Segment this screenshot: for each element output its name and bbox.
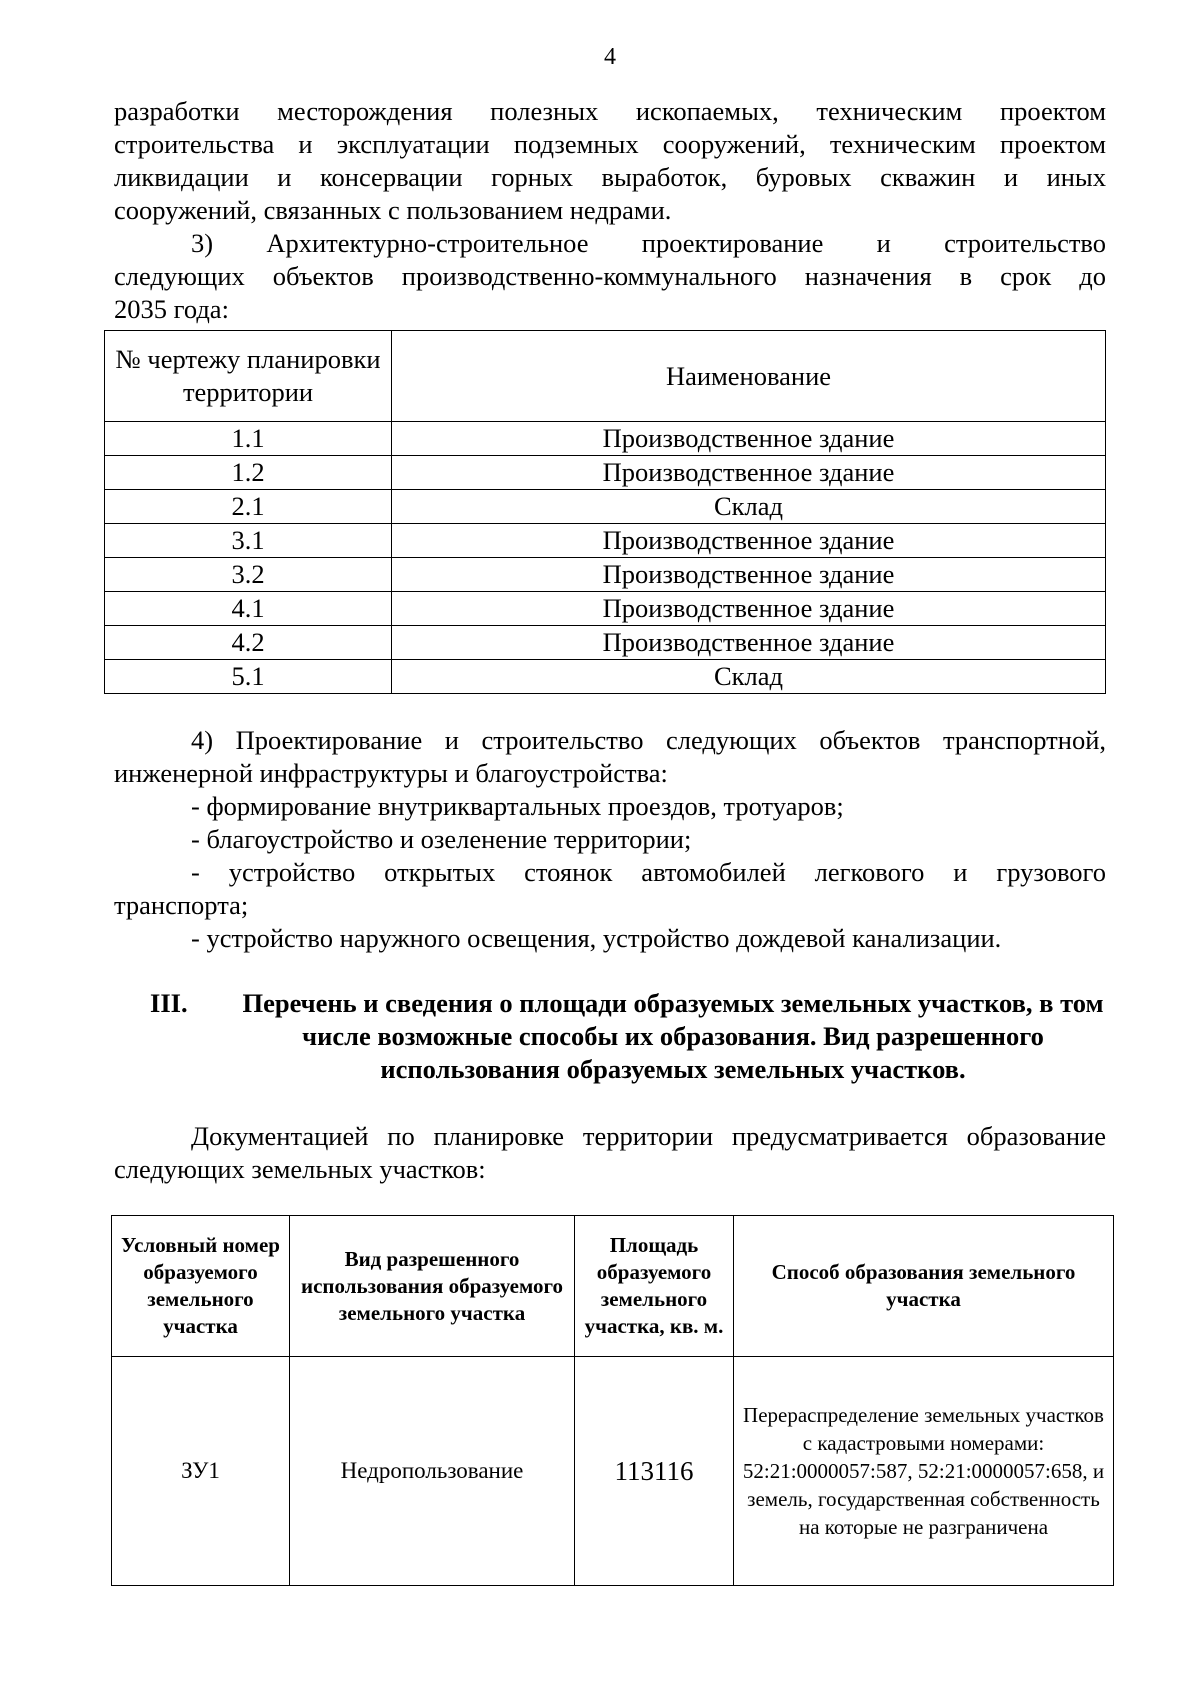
- row-number: 3.2: [105, 558, 392, 592]
- header-name: Наименование: [392, 331, 1106, 422]
- bullet-item: - благоустройство и озеленение территории;: [191, 824, 692, 854]
- header-permitted-use: Вид разрешенного использования образуемого земельного участка: [290, 1216, 575, 1357]
- row-number: 5.1: [105, 660, 392, 694]
- row-number: 3.1: [105, 524, 392, 558]
- table-row: [112, 1357, 1114, 1586]
- item4-line: инженерной инфраструктуры и благоустройства:: [114, 758, 668, 788]
- row-number: 4.2: [105, 626, 392, 660]
- section-title: Перечень и сведения о площади образуемых земельных участков, в том числе возможные способы их образования. Вид разрешенного использования образуемых земельных участков.: [242, 988, 1104, 1084]
- table-header-row: [112, 1216, 1114, 1357]
- header-number: № чертежу планировки территории: [105, 331, 392, 422]
- row-name: Производственное здание: [392, 626, 1106, 660]
- objects-table: [104, 330, 1106, 694]
- row-name: Склад: [392, 660, 1106, 694]
- row-name: Производственное здание: [392, 592, 1106, 626]
- plot-method: Перераспределение земельных участков с кадастровыми номерами: 52:21:0000057:587, 52:21:0000057:658, и земель, государственная собственность на которые не разграничена: [734, 1357, 1114, 1586]
- row-name: Склад: [392, 490, 1106, 524]
- table-row: [105, 422, 1106, 456]
- row-name: Производственное здание: [392, 422, 1106, 456]
- table-row: [105, 456, 1106, 490]
- header-plot-number: Условный номер образуемого земельного участка: [112, 1216, 290, 1357]
- table-row: [105, 626, 1106, 660]
- page-number: 4: [604, 44, 616, 70]
- item3-line: 2035 года:: [114, 294, 229, 324]
- intro-line: разработки месторождения полезных ископаемых, техническим проектом: [114, 96, 1106, 126]
- table-row: [105, 558, 1106, 592]
- intro-line: сооружений, связанных с пользованием недрами.: [114, 195, 672, 225]
- row-number: 1.2: [105, 456, 392, 490]
- table-row: [105, 524, 1106, 558]
- section-number: III.: [150, 988, 188, 1018]
- section-intro-line: следующих земельных участков:: [114, 1154, 486, 1184]
- row-name: Производственное здание: [392, 456, 1106, 490]
- row-number: 2.1: [105, 490, 392, 524]
- table-row: [105, 592, 1106, 626]
- header-area: Площадь образуемого земельного участка, кв. м.: [575, 1216, 734, 1357]
- header-formation-method: Способ образования земельного участка: [734, 1216, 1114, 1357]
- item3-line: следующих объектов производственно-коммунального назначения в срок до: [114, 261, 1106, 291]
- section-intro-line: Документацией по планировке территории предусматривается образование: [191, 1121, 1106, 1151]
- table-row: [105, 490, 1106, 524]
- bullet-item: - устройство наружного освещения, устройство дождевой канализации.: [191, 923, 1002, 953]
- item3-line: 3) Архитектурно-строительное проектирование и строительство: [191, 228, 1106, 258]
- row-number: 1.1: [105, 422, 392, 456]
- row-name: Производственное здание: [392, 558, 1106, 592]
- row-name: Производственное здание: [392, 524, 1106, 558]
- intro-line: строительства и эксплуатации подземных сооружений, техническим проектом: [114, 129, 1106, 159]
- table-header-row: [105, 331, 1106, 422]
- land-plots-table: [111, 1215, 1114, 1586]
- bullet-item-continuation: транспорта;: [114, 890, 249, 920]
- item4-line: 4) Проектирование и строительство следующих объектов транспортной,: [191, 725, 1106, 755]
- intro-paragraph: [114, 95, 1106, 326]
- bullet-item: - устройство открытых стоянок автомобилей легкового и грузового: [191, 857, 1106, 887]
- section-intro: [114, 1120, 1106, 1186]
- plot-use: Недропользование: [290, 1357, 575, 1586]
- intro-line: ликвидации и консервации горных выработок, буровых скважин и иных: [114, 162, 1106, 192]
- bullet-item: - формирование внутриквартальных проездов, тротуаров;: [191, 791, 844, 821]
- row-number: 4.1: [105, 592, 392, 626]
- plot-area: 113116: [575, 1357, 734, 1586]
- section-heading: [150, 987, 1110, 1086]
- plot-number: ЗУ1: [112, 1357, 290, 1586]
- item4-paragraph: [114, 724, 1106, 955]
- table-row: [105, 660, 1106, 694]
